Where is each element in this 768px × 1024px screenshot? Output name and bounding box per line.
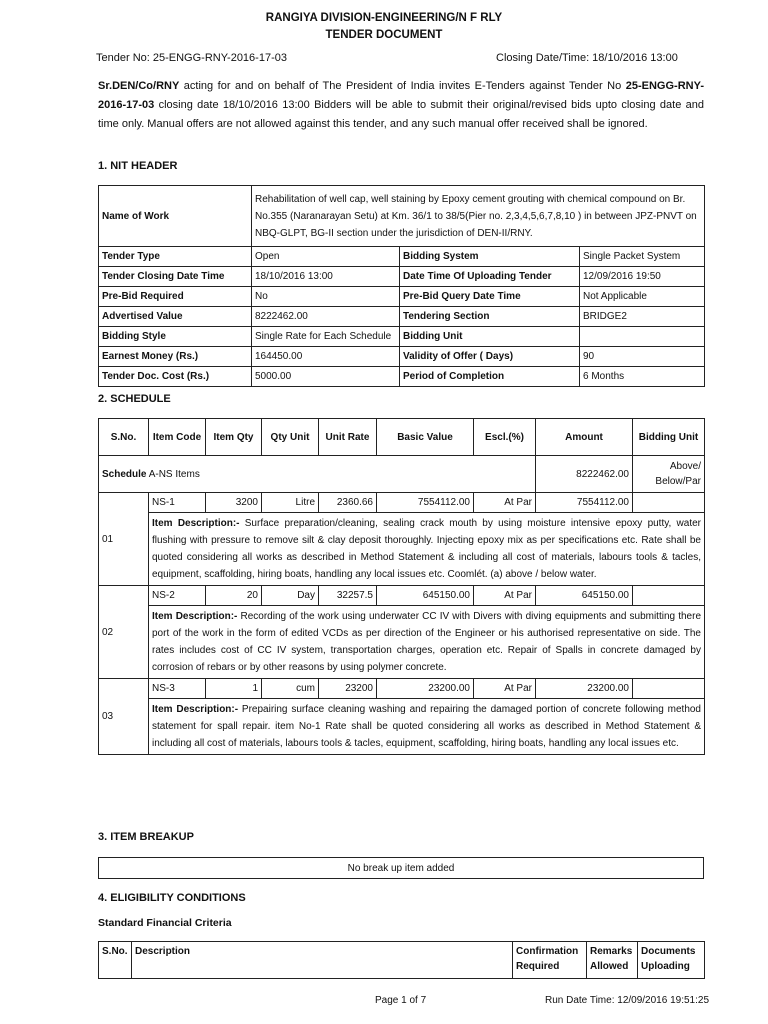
item-breakup-heading: 3. ITEM BREAKUP xyxy=(98,831,194,843)
schedule-bidding-unit: Above/ Below/Par xyxy=(633,456,705,493)
nit-row xyxy=(99,307,705,327)
nit-row xyxy=(99,267,705,287)
issuing-authority: Sr.DEN/Co/RNY xyxy=(98,80,180,92)
item-amount: 23200.00 xyxy=(536,679,633,699)
item-description xyxy=(149,513,705,586)
item-description-text: Prepairing surface cleaning washing and repairing the damaged portion of concrete following method statement for spall repair. item No-1 Rate shall be quoted considering all works as described in Method Statement & including all cost of materials, labours tools & tacles, equipment, scaffolding, hiring boats, handling any local issues etc. xyxy=(152,704,701,749)
item-code: NS-2 xyxy=(149,586,206,606)
col-sno: S.No. xyxy=(99,942,132,979)
schedule-heading: 2. SCHEDULE xyxy=(98,393,171,405)
eligibility-table xyxy=(98,941,705,979)
table-row xyxy=(99,586,705,606)
financial-criteria-heading: Standard Financial Criteria xyxy=(98,917,232,929)
schedule-group-name xyxy=(99,456,536,493)
intro-text-1: acting for and on behalf of The President of India invites E-Tenders against Tender No xyxy=(179,80,626,92)
nit-value: 18/10/2016 13:00 xyxy=(252,267,400,287)
closing-date-time: Closing Date/Time: 18/10/2016 13:00 xyxy=(496,52,678,64)
item-bidding-unit xyxy=(633,586,705,606)
nit-value: BRIDGE2 xyxy=(580,307,705,327)
schedule-label: Schedule xyxy=(102,468,147,480)
col-escl: Escl.(%) xyxy=(474,419,536,456)
item-breakup-table xyxy=(98,857,704,879)
page-number: Page 1 of 7 xyxy=(375,995,427,1006)
col-sno: S.No. xyxy=(99,419,149,456)
no-breakup-message: No break up item added xyxy=(99,858,704,879)
item-unit: Litre xyxy=(262,493,319,513)
nit-row xyxy=(99,347,705,367)
item-description-row xyxy=(99,606,705,679)
item-description-row xyxy=(99,699,705,755)
nit-row xyxy=(99,287,705,307)
table-row xyxy=(99,679,705,699)
document-title: TENDER DOCUMENT xyxy=(325,29,443,41)
col-description: Description xyxy=(132,942,513,979)
col-confirmation: Confirmation Required xyxy=(513,942,587,979)
item-description xyxy=(149,606,705,679)
nit-row xyxy=(99,327,705,347)
nit-value: 12/09/2016 19:50 xyxy=(580,267,705,287)
item-basic-value: 23200.00 xyxy=(377,679,474,699)
item-description xyxy=(149,699,705,755)
item-unit: Day xyxy=(262,586,319,606)
nit-value: Single Rate for Each Schedule xyxy=(252,327,400,347)
nit-label: Tender Type xyxy=(99,247,252,267)
item-description-label: Item Description:- xyxy=(152,611,238,622)
item-description-text: Surface preparation/cleaning, sealing crack mouth by using moisture intensive epoxy putty, water flushing with pressure to remove silt & clay deposit thoroughly. Injecting epoxy mix as per specifications etc. Rate shall be quoted considering all works as described in Method Statement & including all cost of materials, labours tools & tacles, equipment, scaffolding, hiring boats, handling any local issues etc. Coomlét. (a) above / below water. xyxy=(152,518,701,580)
nit-value: Single Packet System xyxy=(580,247,705,267)
item-amount: 7554112.00 xyxy=(536,493,633,513)
nit-value: 5000.00 xyxy=(252,367,400,387)
item-description-row xyxy=(99,513,705,586)
item-description-label: Item Description:- xyxy=(152,704,239,715)
name-of-work-label: Name of Work xyxy=(99,186,252,247)
nit-label: Bidding Style xyxy=(99,327,252,347)
item-escl: At Par xyxy=(474,493,536,513)
nit-value: 6 Months xyxy=(580,367,705,387)
col-amount: Amount xyxy=(536,419,633,456)
col-item-qty: Item Qty xyxy=(206,419,262,456)
nit-header-heading: 1. NIT HEADER xyxy=(98,160,178,172)
item-sno: 03 xyxy=(99,679,149,755)
nit-label: Pre-Bid Required xyxy=(99,287,252,307)
name-of-work-row xyxy=(99,186,705,247)
item-escl: At Par xyxy=(474,679,536,699)
nit-label: Earnest Money (Rs.) xyxy=(99,347,252,367)
col-unit-rate: Unit Rate xyxy=(319,419,377,456)
intro-paragraph xyxy=(98,77,704,134)
run-date-time: Run Date Time: 12/09/2016 19:51:25 xyxy=(545,995,710,1006)
item-basic-value: 7554112.00 xyxy=(377,493,474,513)
col-documents: Documents Uploading xyxy=(638,942,705,979)
item-rate: 2360.66 xyxy=(319,493,377,513)
item-qty: 3200 xyxy=(206,493,262,513)
item-unit: cum xyxy=(262,679,319,699)
name-of-work-value: Rehabilitation of well cap, well staining by Epoxy cement grouting with chemical compound on Br. No.355 (Naranarayan Setu) at Km. 36/1 to 38/5(Pier no. 2,3,4,5,6,7,8,10 ) in between JPZ-PNVT on NBQ-GLPT, BG-II section under the jurisdiction of DEN-II/RNY. xyxy=(252,186,705,247)
schedule-amount: 8222462.00 xyxy=(536,456,633,493)
item-description-text: Recording of the work using underwater CC IV with Divers with diving equipments and submitting there port of the work in the form of edited VCDs as per direction of the Engineer or his authorised representative on side. The rates includes cost of CC IV system, transportation charges, operation etc. Repair of Spalls in concrete damaged by corrosion of rebars or by other reasons by using polymer concrete. xyxy=(152,611,702,673)
col-bidding-unit: Bidding Unit xyxy=(633,419,705,456)
nit-label: Period of Completion xyxy=(400,367,580,387)
nit-label: Date Time Of Uploading Tender xyxy=(400,267,580,287)
intro-text-2: closing date 18/10/2016 13:00 Bidders will be able to submit their original/revised bids upto closing date and time only. Manual offers are not allowed against this tender, and any such manual offer received shall be ignored. xyxy=(98,99,704,130)
nit-label: Tendering Section xyxy=(400,307,580,327)
nit-value: 8222462.00 xyxy=(252,307,400,327)
item-rate: 23200 xyxy=(319,679,377,699)
item-code: NS-1 xyxy=(149,493,206,513)
item-sno: 01 xyxy=(99,493,149,586)
nit-label: Validity of Offer ( Days) xyxy=(400,347,580,367)
nit-value: 90 xyxy=(580,347,705,367)
schedule-table xyxy=(98,418,705,755)
item-rate: 32257.5 xyxy=(319,586,377,606)
schedule-name: A-NS Items xyxy=(146,468,200,480)
item-amount: 645150.00 xyxy=(536,586,633,606)
schedule-header-row xyxy=(99,419,705,456)
nit-header-table xyxy=(98,185,705,387)
item-sno: 02 xyxy=(99,586,149,679)
table-row xyxy=(99,493,705,513)
col-item-code: Item Code xyxy=(149,419,206,456)
nit-value xyxy=(580,327,705,347)
item-description-label: Item Description:- xyxy=(152,518,240,529)
nit-row xyxy=(99,367,705,387)
col-qty-unit: Qty Unit xyxy=(262,419,319,456)
nit-value: 164450.00 xyxy=(252,347,400,367)
intro-tender-number: 25-ENGG-RNY-2016-17-03 xyxy=(98,80,704,111)
item-escl: At Par xyxy=(474,586,536,606)
item-qty: 20 xyxy=(206,586,262,606)
nit-label: Pre-Bid Query Date Time xyxy=(400,287,580,307)
item-basic-value: 645150.00 xyxy=(377,586,474,606)
nit-label: Tender Doc. Cost (Rs.) xyxy=(99,367,252,387)
col-basic-value: Basic Value xyxy=(377,419,474,456)
nit-label: Bidding Unit xyxy=(400,327,580,347)
nit-label: Bidding System xyxy=(400,247,580,267)
item-bidding-unit xyxy=(633,679,705,699)
nit-value: Not Applicable xyxy=(580,287,705,307)
eligibility-heading: 4. ELIGIBILITY CONDITIONS xyxy=(98,892,246,904)
nit-label: Tender Closing Date Time xyxy=(99,267,252,287)
item-qty: 1 xyxy=(206,679,262,699)
nit-value: No xyxy=(252,287,400,307)
tender-number: Tender No: 25-ENGG-RNY-2016-17-03 xyxy=(96,52,287,64)
col-remarks: Remarks Allowed xyxy=(587,942,638,979)
division-title: RANGIYA DIVISION-ENGINEERING/N F RLY xyxy=(265,12,503,24)
item-code: NS-3 xyxy=(149,679,206,699)
nit-value: Open xyxy=(252,247,400,267)
nit-label: Advertised Value xyxy=(99,307,252,327)
nit-row xyxy=(99,247,705,267)
item-bidding-unit xyxy=(633,493,705,513)
schedule-group-row xyxy=(99,456,705,493)
eligibility-header-row xyxy=(99,942,705,979)
